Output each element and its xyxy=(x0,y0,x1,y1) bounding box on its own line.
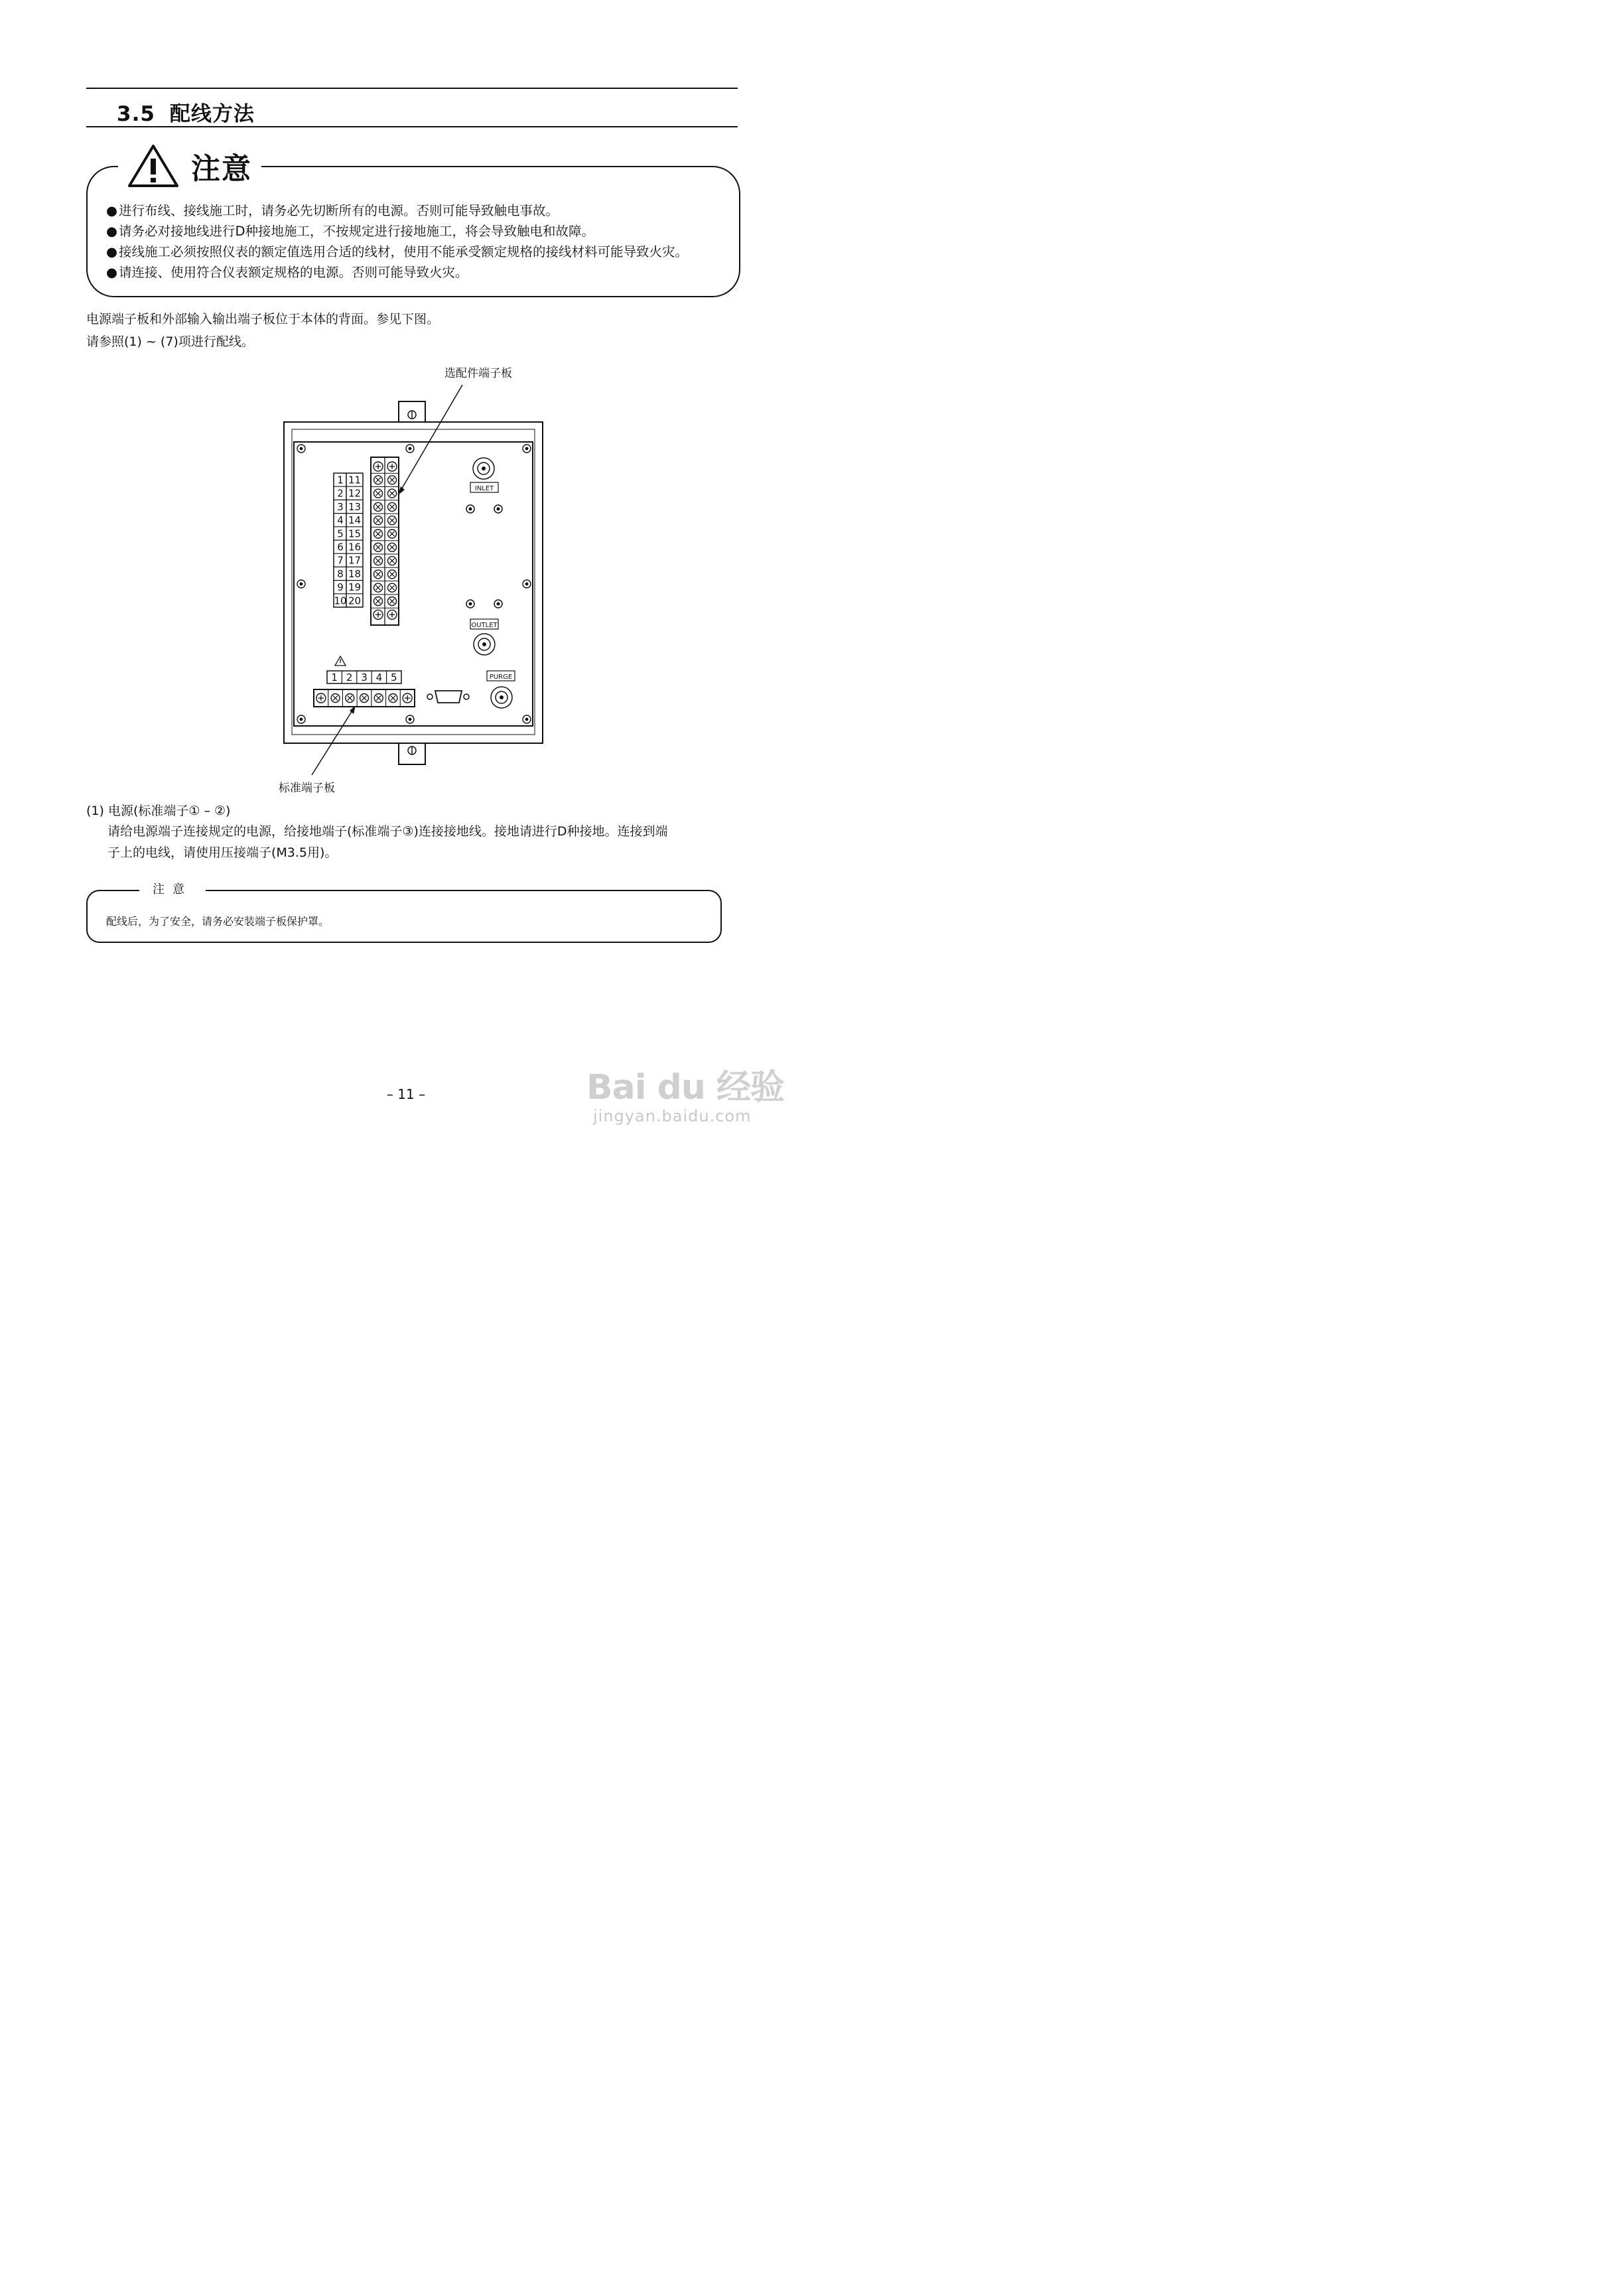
standard-terminal-screw xyxy=(374,694,383,703)
option-terminal-number: 20 xyxy=(348,595,362,607)
option-terminal-number: 12 xyxy=(348,487,362,500)
panel-screw xyxy=(297,445,305,453)
option-terminal-number: 4 xyxy=(337,514,344,527)
option-terminal-screw xyxy=(388,543,397,551)
option-terminal-screw xyxy=(387,462,397,471)
option-terminal-number: 5 xyxy=(337,528,344,540)
option-terminal-screw xyxy=(374,557,383,565)
caution-item: ● 请务必对接地线进行D种接地施工，不按规定进行接地施工，将会导致触电和故障。 xyxy=(106,221,688,242)
standard-terminal-screw xyxy=(316,693,326,703)
option-terminal-screw xyxy=(373,462,383,471)
watermark-main: Bai du 经验 xyxy=(586,1068,784,1107)
intro-line-1: 电源端子板和外部输入输出端子板位于本体的背面。参见下图。 xyxy=(86,312,440,326)
section-number: 3.5 xyxy=(117,102,155,126)
option-terminal-screw xyxy=(374,489,383,498)
option-terminal-number: 1 xyxy=(337,474,344,486)
option-terminal-numbers xyxy=(334,473,363,607)
option-terminal-screw xyxy=(374,502,383,511)
panel-screw xyxy=(406,445,414,453)
inlet-label: INLET xyxy=(474,485,494,492)
standard-terminal-block xyxy=(314,689,415,707)
option-terminal-screw xyxy=(374,597,383,606)
caution-item: ● 请连接、使用符合仪表额定规格的电源。否则可能导致火灾。 xyxy=(106,262,688,283)
option-terminal-screw xyxy=(374,570,383,579)
standard-terminal-screw xyxy=(331,694,340,703)
option-terminal-screw xyxy=(388,530,397,538)
panel-screw xyxy=(297,715,305,723)
option-terminal-number: 14 xyxy=(348,514,362,527)
option-terminal-screw xyxy=(373,610,383,619)
option-terminal-number: 9 xyxy=(337,581,344,594)
option-terminal-screw xyxy=(388,570,397,579)
option-terminal-screw xyxy=(374,530,383,538)
note-text: 配线后，为了安全，请务必安装端子板保护罩。 xyxy=(106,915,330,928)
option-terminal-number: 6 xyxy=(337,541,344,553)
option-board-label: 选配件端子板 xyxy=(444,367,512,380)
option-terminal-screw xyxy=(388,489,397,498)
standard-terminal-screw xyxy=(360,694,369,703)
option-terminal-screw xyxy=(388,502,397,511)
option-terminal-screw xyxy=(388,557,397,565)
panel-screw xyxy=(523,715,531,723)
option-terminal-screw xyxy=(388,476,397,484)
standard-terminal-number: 1 xyxy=(331,672,338,683)
standard-terminal-screw xyxy=(346,694,354,703)
page-number: – 11 – xyxy=(386,1086,426,1102)
option-terminal-number: 16 xyxy=(348,541,362,553)
option-terminal-number: 17 xyxy=(348,554,362,567)
watermark-url: jingyan.baidu.com xyxy=(593,1107,752,1125)
option-terminal-screw xyxy=(388,583,397,592)
panel-screw xyxy=(523,580,531,588)
item1-line-2: 子上的电线，请使用压接端子(M3.5用)。 xyxy=(107,845,338,860)
option-terminal-number: 19 xyxy=(348,581,362,594)
option-terminal-block xyxy=(371,457,399,625)
section-heading: 配线方法 xyxy=(169,102,255,126)
caution-item: ● 进行布线、接线施工时，请务必先切断所有的电源。否则可能导致触电事故。 xyxy=(106,200,688,221)
option-terminal-screw xyxy=(374,476,383,484)
rear-panel-diagram xyxy=(0,0,812,1140)
standard-terminal-screw xyxy=(389,694,397,703)
option-terminal-screw xyxy=(374,543,383,551)
standard-terminal-number: 4 xyxy=(375,672,383,683)
option-terminal-number: 7 xyxy=(337,554,344,567)
option-terminal-number: 10 xyxy=(334,595,347,607)
option-terminal-number: 3 xyxy=(337,500,344,513)
option-terminal-screw xyxy=(387,610,397,619)
caution-title: 注意 xyxy=(191,152,252,186)
option-terminal-number: 8 xyxy=(337,567,344,580)
option-terminal-screw xyxy=(388,597,397,606)
option-terminal-number: 2 xyxy=(337,487,344,500)
option-terminal-screw xyxy=(374,516,383,525)
intro-line-2: 请参照(1) ~ (7)项进行配线。 xyxy=(86,334,254,349)
baidu-watermark xyxy=(586,1059,785,1132)
purge-label: PURGE xyxy=(489,674,513,681)
panel-screw xyxy=(523,445,531,453)
option-terminal-number: 18 xyxy=(348,567,362,580)
standard-terminal-number: 3 xyxy=(361,672,368,683)
item1-line-1: 请给电源端子连接规定的电源，给接地端子(标准端子③)连接接地线。接地请进行D种接地。连接到端 xyxy=(107,824,668,839)
panel-screw xyxy=(297,580,305,588)
option-terminal-number: 11 xyxy=(348,474,362,486)
option-terminal-number: 13 xyxy=(348,500,362,513)
standard-terminal-number: 2 xyxy=(346,672,353,683)
outlet-label: OUTLET xyxy=(471,622,498,629)
item1-heading: (1) 电源(标准端子① – ②) xyxy=(86,804,231,818)
option-terminal-screw xyxy=(374,583,383,592)
panel-screw xyxy=(406,715,414,723)
standard-board-label: 标准端子板 xyxy=(279,782,335,795)
standard-terminal-number: 5 xyxy=(391,672,397,683)
note-title: 注意 xyxy=(139,880,206,897)
standard-terminal-screw xyxy=(403,693,412,703)
option-terminal-number: 15 xyxy=(348,528,362,540)
option-terminal-screw xyxy=(388,516,397,525)
caution-item: ● 接线施工必须按照仪表的额定值选用合适的线材，使用不能承受额定规格的接线材料可能导致火灾。 xyxy=(106,242,688,262)
